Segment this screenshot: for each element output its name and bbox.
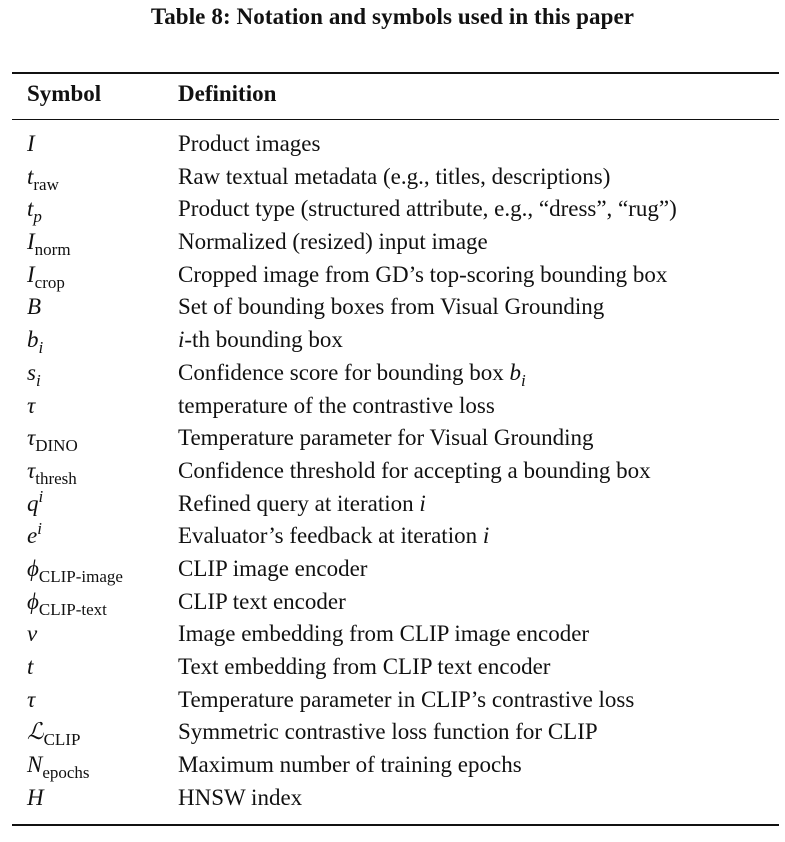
symbol-base: τ (27, 457, 36, 483)
table-row (0, 227, 785, 260)
symbol-base: t (27, 196, 34, 222)
symbol-cell (27, 227, 71, 260)
symbol-base: ℒ (27, 719, 44, 745)
symbol-subscript: epochs (42, 763, 90, 783)
table-row (0, 358, 785, 391)
table-row (0, 750, 785, 783)
definition-cell: Confidence score for bounding box $b_i$ (178, 359, 526, 390)
table-row (0, 717, 785, 750)
symbol-base: τ (27, 392, 36, 418)
definition-cell: Product type (structured attribute, e.g., “dress”, “rug”) (178, 196, 677, 222)
symbol-subscript: CLIP-text (38, 599, 107, 619)
table-row (0, 260, 785, 293)
symbol-subscript: CLIP (43, 730, 81, 750)
symbol-base: I (27, 131, 35, 156)
definition-cell: Confidence threshold for accepting a bounding box (178, 457, 651, 483)
table-header-rule (12, 119, 779, 120)
table-row (0, 783, 785, 816)
symbol-base: I (27, 261, 35, 287)
symbol-cell (27, 391, 35, 421)
definition-column-header: Definition (178, 81, 277, 106)
table-row (0, 423, 785, 456)
definition-cell: i-th bounding box (178, 327, 343, 353)
symbol-subscript: thresh (35, 468, 77, 488)
symbol-cell (27, 619, 37, 649)
symbol-superscript: i (38, 486, 44, 506)
definition-cell: Refined query at iteration i (178, 490, 426, 516)
symbol-cell (27, 423, 78, 456)
definition-cell: Evaluator’s feedback at iteration i (178, 523, 490, 549)
symbol-cell (27, 292, 41, 322)
symbol-base: N (27, 752, 43, 778)
table-row (0, 587, 785, 620)
symbol-column-header: Symbol (27, 81, 102, 106)
table-top-rule (12, 72, 779, 74)
definition-cell: CLIP text encoder (178, 588, 346, 614)
table-caption: Table 8: Notation and symbols used in this paper (150, 4, 635, 29)
symbol-base: τ (27, 425, 36, 451)
symbol-cell (27, 358, 41, 388)
symbol-subscript: p (33, 207, 42, 227)
definition-cell: HNSW index (178, 784, 303, 810)
table-body (0, 129, 785, 815)
definition-cell: Temperature parameter in CLIP’s contrastive loss (178, 686, 635, 712)
table-row (0, 521, 785, 554)
symbol-cell (27, 325, 44, 358)
symbol-cell (27, 456, 77, 486)
definition-cell: Temperature parameter for Visual Grounding (178, 425, 594, 451)
table-row (0, 162, 785, 195)
definition-cell: CLIP image encoder (178, 555, 368, 581)
symbol-base: t (27, 654, 34, 679)
symbol-cell (27, 554, 123, 584)
table-row (0, 554, 785, 587)
symbol-cell (27, 194, 42, 227)
symbol-base: I (27, 229, 35, 255)
symbol-base: H (27, 784, 44, 810)
definition-cell: Product images (178, 131, 321, 156)
table-row (0, 652, 785, 685)
table-bottom-rule (12, 824, 779, 826)
definition-cell: Text embedding from CLIP text encoder (178, 654, 551, 679)
symbol-base: ϕ (27, 555, 39, 581)
symbol-base: B (27, 294, 42, 320)
definition-cell: temperature of the contrastive loss (178, 392, 495, 418)
symbol-cell (27, 162, 59, 192)
definition-cell: Cropped image from GD’s top-scoring bounding box (178, 261, 668, 287)
definition-cell: Set of bounding boxes from Visual Grounding (178, 294, 605, 320)
definition-cell: Symmetric contrastive loss function for CLIP (178, 719, 598, 745)
symbol-subscript: i (35, 370, 41, 390)
table-row (0, 685, 785, 718)
symbol-base: b (27, 327, 39, 353)
table-row (0, 292, 785, 325)
symbol-subscript: norm (34, 240, 71, 260)
symbol-subscript: crop (34, 272, 65, 292)
symbol-cell (27, 260, 65, 290)
definition-cell: Maximum number of training epochs (178, 752, 522, 778)
table-row (0, 486, 785, 522)
symbol-base: e (27, 523, 38, 549)
table-row (0, 619, 785, 652)
symbol-base: q (27, 490, 39, 516)
symbol-cell (27, 587, 107, 617)
symbol-base: ϕ (27, 588, 39, 614)
symbol-subscript: raw (33, 174, 59, 194)
symbol-base: τ (27, 686, 36, 712)
table-row (0, 194, 785, 227)
definition-cell: Raw textual metadata (e.g., titles, descriptions) (178, 163, 611, 189)
symbol-cell (27, 129, 35, 159)
table-header (0, 81, 785, 113)
symbol-cell (27, 652, 33, 682)
symbol-cell (27, 685, 35, 715)
symbol-base: t (27, 163, 34, 189)
symbol-cell (27, 783, 44, 813)
table-row (0, 325, 785, 358)
definition-cell: Image embedding from CLIP image encoder (178, 621, 590, 647)
table-row (0, 456, 785, 489)
symbol-subscript: i (38, 338, 44, 358)
symbol-cell (27, 486, 44, 519)
definition-cell: Normalized (resized) input image (178, 229, 488, 255)
symbol-base: s (27, 359, 36, 385)
symbol-cell (27, 750, 90, 783)
symbol-cell (27, 521, 42, 551)
symbol-superscript: i (37, 519, 42, 539)
symbol-cell (27, 717, 81, 750)
table-row (0, 129, 785, 162)
symbol-subscript: DINO (35, 436, 78, 456)
table-row (0, 391, 785, 424)
symbol-subscript: CLIP-image (38, 566, 123, 586)
symbol-base: v (27, 621, 38, 647)
